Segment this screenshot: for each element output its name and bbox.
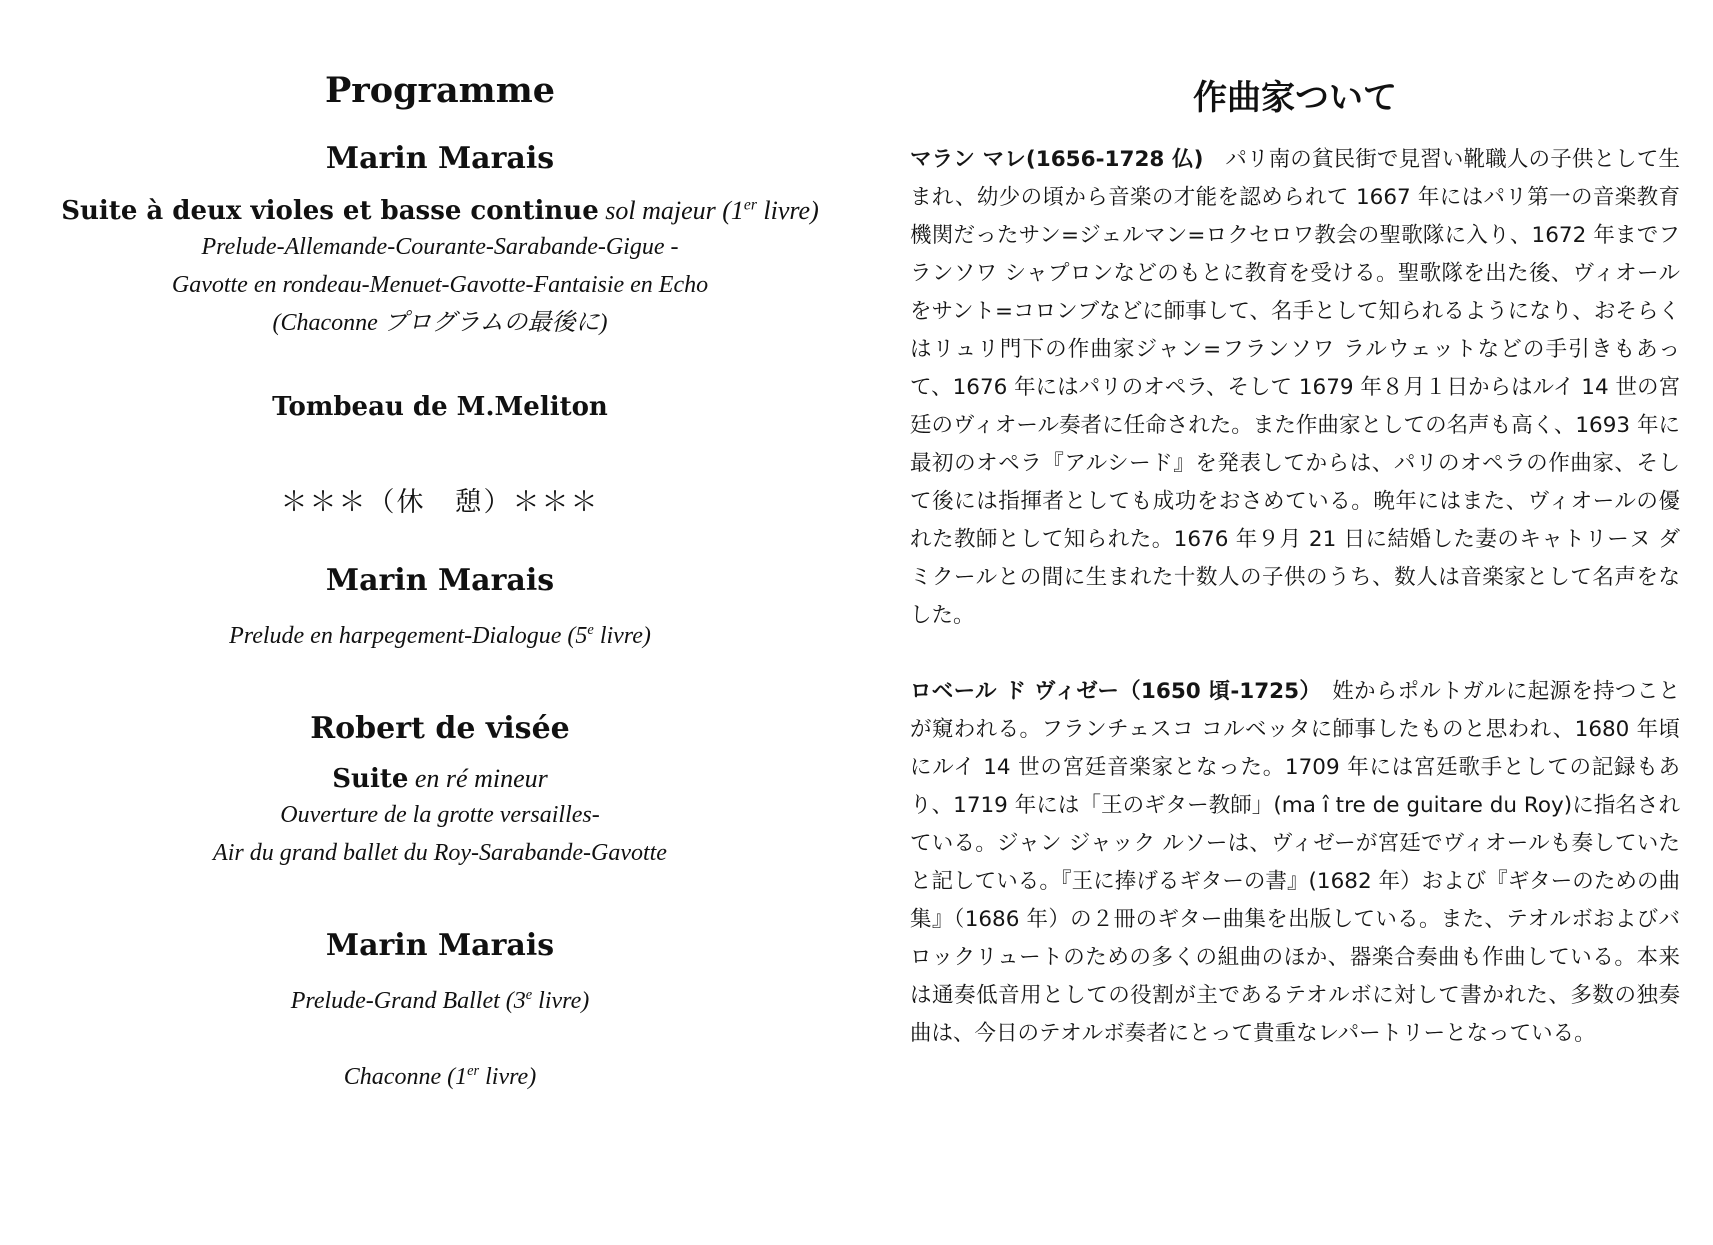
- work-key: sol majeur (1: [598, 196, 744, 225]
- composer-notes-column: [910, 70, 1680, 1053]
- composer-name: Marin Marais: [325, 928, 555, 963]
- movements-line: Air du grand ballet du Roy-Sarabande-Gavotte: [213, 840, 667, 866]
- programme-note: (Chaconne プログラムの最後に): [272, 310, 608, 336]
- work-key-post: livre): [756, 196, 819, 225]
- composer-name: Marin Marais: [325, 563, 555, 598]
- work-title-line: [40, 764, 840, 794]
- visee-biography: [910, 673, 1680, 1053]
- programme-section-4: [40, 928, 840, 1094]
- work-title: Suite: [332, 764, 409, 794]
- programme-section-3: [40, 711, 840, 870]
- movements-line: Ouverture de la grotte versailles-: [280, 802, 600, 828]
- tombeau-title: Tombeau de M.Meliton: [272, 392, 608, 422]
- programme-section-1: [40, 141, 840, 422]
- marais-biography: [910, 141, 1680, 635]
- programme-section-2: [40, 563, 840, 653]
- marais-heading: マラン マレ(1656-1728 仏): [910, 147, 1204, 172]
- marais-text: パリ南の貧民街で見習い靴職人の子供として生まれ、幼少の頃から音楽の才能を認められて 1667 年にはパリ第一の音楽教育機関だったサン=ジェルマン=ロクセロワ教会の聖歌隊に入り、1672 年までフランソワ シャプロンなどのもとに教育を受ける。聖歌隊を出た後、ヴィオールをサント=コロンブなどに師事して、名手として知られるようになり、おそらくはリュリ門下の作曲家ジャン=フランソワ ラルウェットなどの手引きもあって、1676 年にはパリのオペラ、そして 1679 年８月１日からはルイ 14 世の宮廷のヴィオール奏者に任命された。また作曲家としての名声も高く、1693 年に最初のオペラ『アルシード』を発表してからは、パリのオペラの作曲家、そして後には指揮者としても成功をおさめている。晩年にはまた、ヴィオールの優れた教師として知られた。1676 年９月 21 日に結婚した妻のキャトリーヌ ダミクールとの間に生まれた十数人の子供のうち、数人は音楽家として名声をなした。: [910, 147, 1680, 628]
- work-line: Prelude-Grand Ballet (3e livre): [290, 987, 590, 1014]
- work-title-line: [40, 196, 840, 226]
- composer-name: Robert de visée: [310, 711, 570, 746]
- movements-line: Prelude-Allemande-Courante-Sarabande-Gigue -: [201, 234, 679, 260]
- chaconne-line: Chaconne (1er livre): [343, 1063, 537, 1090]
- movements-line: Gavotte en rondeau-Menuet-Gavotte-Fantaisie en Echo: [171, 272, 709, 298]
- work-key-sup: er: [743, 196, 757, 214]
- programme-column: [40, 70, 840, 1094]
- work-line: Prelude en harpegement-Dialogue (5e livre): [229, 622, 651, 649]
- composer-name: Marin Marais: [325, 141, 555, 176]
- work-key: en ré mineur: [408, 764, 548, 793]
- work-title: Suite à deux violes et basse continue: [61, 196, 599, 226]
- intermission-label: ＊＊＊（休 憩）＊＊＊: [280, 487, 600, 518]
- programme-title: Programme: [324, 70, 556, 111]
- composer-notes-title: 作曲家ついて: [1193, 78, 1397, 118]
- visee-text: 姓からポルトガルに起源を持つことが窺われる。フランチェスコ コルベッタに師事したものと思われ、1680 年頃にルイ 14 世の宮廷音楽家となった。1709 年には宮廷歌手としての記録もあり、1719 年には「王のギター教師」(ma î tre de guitare du Roy)に指名されている。ジャン ジャック ルソーは、ヴィゼーが宮廷でヴィオールも奏していたと記している。『王に捧げるギターの書』(1682 年）および『ギターのための曲集』（1686 年）の２冊のギター曲集を出版している。また、テオルボおよびバロックリュートのための多くの組曲のほか、器楽合奏曲も作曲している。本来は通奏低音用としての役割が主であるテオルボに対して書かれた、多数の独奏曲は、今日のテオルボ奏者にとって貴重なレパートリーとなっている。: [910, 679, 1680, 1046]
- visee-heading: ロベール ド ヴィゼー（1650 頃-1725）: [910, 679, 1311, 704]
